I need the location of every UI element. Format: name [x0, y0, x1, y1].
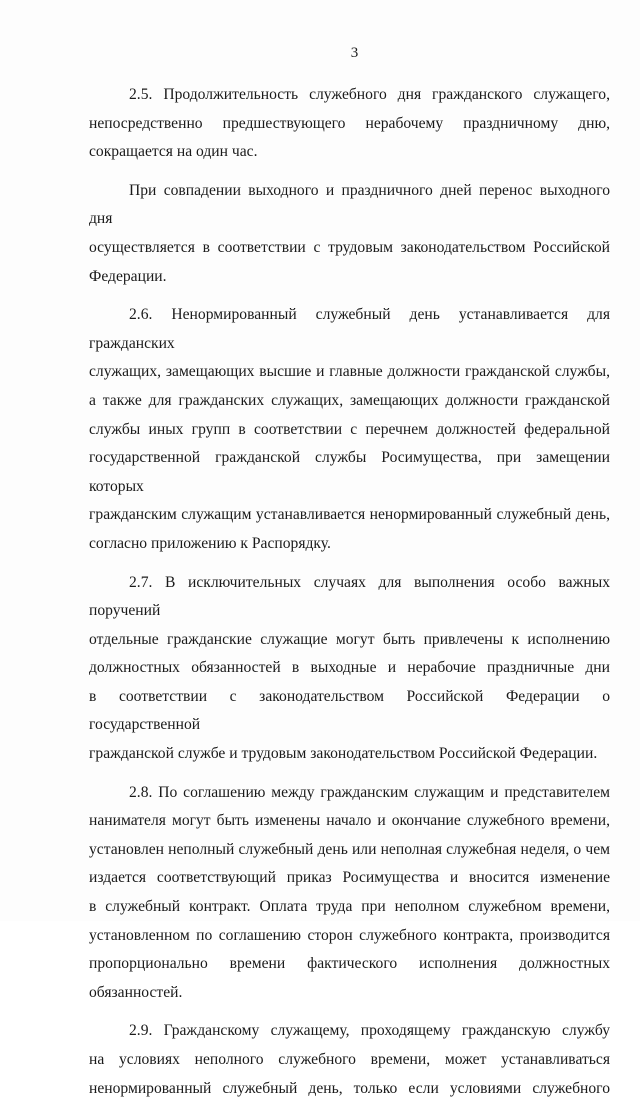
text-line: согласно приложению к Распорядку. [89, 534, 331, 552]
text-line: государственной гражданской службы Росимущества, при замещении которых [89, 449, 610, 495]
paragraph-2-8 [89, 779, 610, 1008]
text-line: должностных обязанностей в выходные и нерабочие праздничные дни [89, 659, 610, 677]
text-line: на условиях неполного служебного времени, может устанавливаться [89, 1051, 610, 1068]
text-line: 2.8. По соглашению между гражданским служащим и представителем [129, 783, 610, 801]
text-line: нанимателя могут быть изменены начало и окончание служебного времени, [89, 812, 610, 830]
text-line: осуществляется в соответствии с трудовым законодательством Российской [89, 238, 610, 256]
text-line: в соответствии с законодательством Российской Федерации о государственной [89, 687, 610, 734]
text-line: а также для гражданских служащих, замещающих должности гражданской [89, 391, 610, 409]
paragraph-2-9 [89, 1017, 610, 1103]
text-line: пропорционально времени фактического исполнения должностных [89, 955, 610, 973]
page-number: 3 [350, 45, 359, 61]
text-line: в служебный контракт. Оплата труда при неполном служебном времени, [89, 898, 610, 916]
text-line: Федерации. [89, 267, 167, 285]
paragraph-2-5 [89, 81, 610, 167]
text-line: сокращается на один час. [89, 143, 258, 161]
text-line: установленном по соглашению сторон служебного контракта, производится [89, 926, 610, 944]
text-line: При совпадении выходного и праздничного дней перенос выходного дня [89, 181, 610, 228]
text-line: обязанностей. [89, 983, 183, 1001]
paragraph-2-5-holidays [89, 177, 610, 291]
text-line: гражданским служащим устанавливается ненормированный служебный день, [89, 506, 610, 524]
text-line: 2.6. Ненормированный служебный день устанавливается для гражданских [89, 306, 610, 352]
text-line: непосредственно предшествующего нерабочему праздничному дню, [89, 114, 610, 132]
text-line: отдельные гражданские служащие могут быть привлечены к исполнению [89, 630, 610, 648]
paragraph-2-6 [89, 301, 610, 558]
text-line: ненормированный служебный день, только если условиями служебного [89, 1079, 610, 1097]
text-line: гражданской службе и трудовым законодательством Российской Федерации. [89, 745, 598, 763]
text-line: службы иных групп в соответствии с перечнем должностей федеральной [89, 420, 610, 438]
text-line: издается соответствующий приказ Росимущества и вносится изменение [89, 869, 610, 887]
paragraph-2-7 [89, 569, 610, 769]
text-line: установлен неполный служебный день или неполная служебная неделя, о чем [89, 840, 610, 858]
text-line: 2.9. Гражданскому служащему, проходящему гражданскую службу [129, 1022, 610, 1040]
text-line: 2.5. Продолжительность служебного дня гражданского служащего, [129, 86, 610, 103]
text-line: служащих, замещающих высшие и главные должности гражданской службы, [89, 363, 610, 381]
text-line: 2.7. В исключительных случаях для выполнения особо важных поручений [89, 573, 610, 620]
